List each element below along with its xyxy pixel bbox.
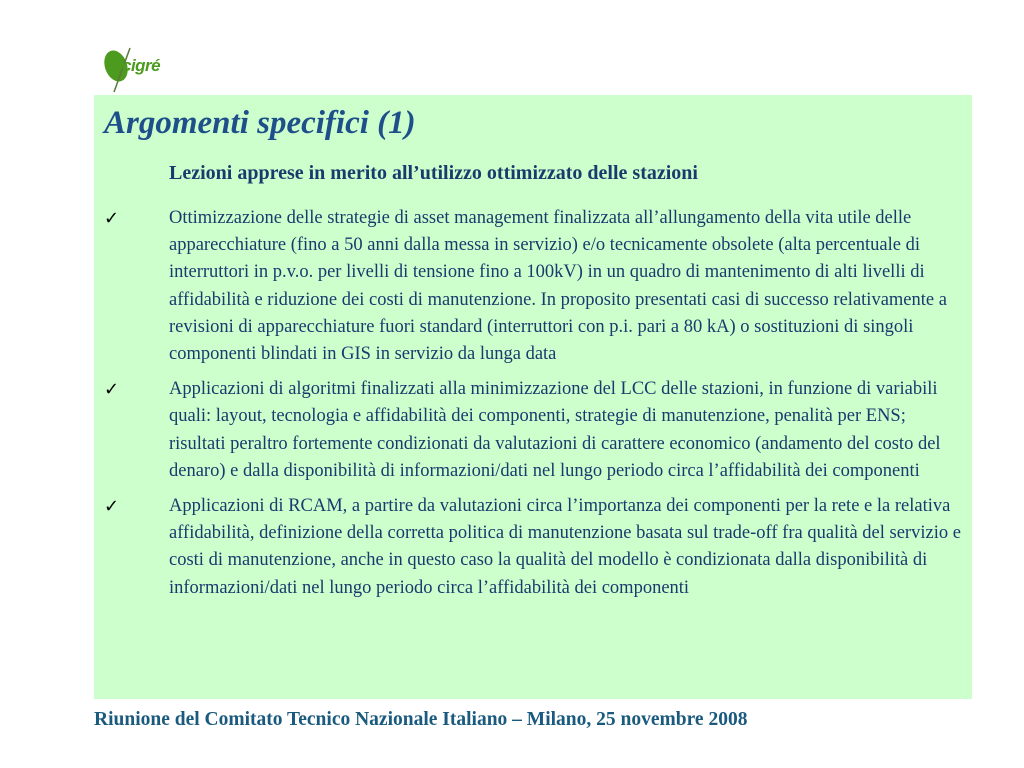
bullet-list xyxy=(94,205,972,610)
bullet-text: Ottimizzazione delle strategie di asset management finalizzata all’allungamento della vita utile delle apparecchiature (fino a 50 anni dalla messa in servizio) e/o tecnicamente obsolete (alta percentuale di interruttori in p.v.o. per livelli di tensione fino a 100kV) in un quadro di mantenimento di alti livelli di affidabilità e riduzione dei costi di manutenzione. In proposito presentati casi di successo relativamente a revisioni di apparecchiature fuori standard (interruttori con p.i. pari a 80 kA) o sostituzioni di singoli componenti blindati in GIS in servizio da lunga data xyxy=(169,208,947,365)
check-icon: ✓ xyxy=(104,208,120,229)
bullet-text: Applicazioni di algoritmi finalizzati alla minimizzazione del LCC delle stazioni, in funzione di variabili quali: layout, tecnologia e affidabilità dei componenti, strategie di manutenzione, penalità per ENS; risultati peraltro fortemente condizionati da valutazioni di carattere economico (andamento del costo del denaro) e dalla disponibilità di informazioni/dati nel lungo periodo circa l’affidabilità dei componenti xyxy=(169,379,941,481)
check-icon: ✓ xyxy=(104,379,120,401)
bullet-item xyxy=(94,493,972,602)
check-icon: ✓ xyxy=(104,496,120,518)
bullet-item xyxy=(94,205,972,368)
content-panel xyxy=(94,95,972,699)
bullet-text: Applicazioni di RCAM, a partire da valutazioni circa l’importanza dei componenti per la rete e la relativa affidabilità, definizione della corretta politica di manutenzione basata sul trade-off fra qualità del servizio e costi di manutenzione, anche in questo caso la qualità del modello è condizionata dalla disponibilità di informazioni/dati nel lungo periodo circa l’affidabilità dei componenti xyxy=(169,496,961,598)
slide-subtitle: Lezioni apprese in merito all’utilizzo ottimizzato delle stazioni xyxy=(169,162,698,184)
cigre-logo xyxy=(100,42,176,96)
logo-text: cigré xyxy=(122,56,161,75)
slide-title: Argomenti specifici (1) xyxy=(104,105,416,141)
footer-text: Riunione del Comitato Tecnico Nazionale Italiano – Milano, 25 novembre 2008 xyxy=(94,709,748,730)
bullet-item xyxy=(94,376,972,485)
